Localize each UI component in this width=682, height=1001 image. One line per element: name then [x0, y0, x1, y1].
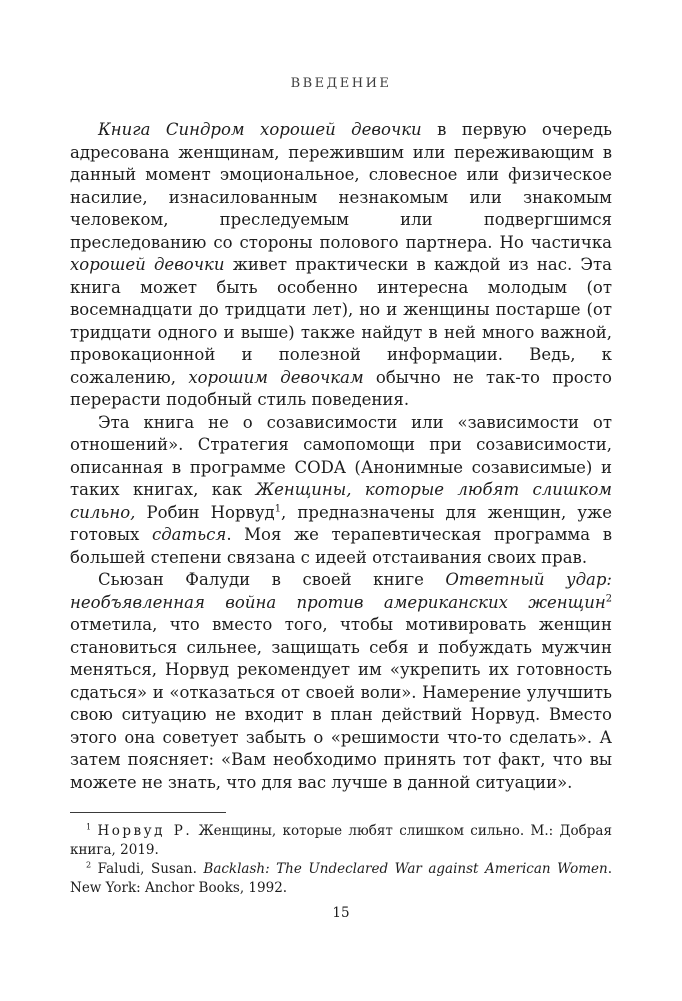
text-run: обычно не так-то просто перерасти подобный стиль поведения.	[70, 367, 612, 409]
footnote-1	[70, 822, 612, 860]
footnote-ref: 1	[274, 503, 281, 514]
footnote-2	[70, 860, 612, 898]
text-run: сдаться	[151, 525, 227, 544]
text-run: Backlash: The Undeclared War against American Women	[203, 861, 608, 877]
running-header: ВВЕДЕНИЕ	[290, 76, 392, 91]
footnote-ref: 2	[605, 593, 612, 604]
text-run: . Моя же терапевтическая программа в большей степени связана с идеей отстаивания своих прав.	[70, 525, 612, 567]
page-number: 15	[332, 905, 350, 921]
text-run: хорошей девочки	[70, 255, 225, 274]
text-run: Ответный удар: необъявленная война против американских женщин	[70, 570, 612, 612]
body-text	[70, 119, 612, 794]
paragraph-1	[70, 119, 612, 412]
text-run: Книга Синдром хорошей девочки	[98, 120, 422, 139]
text-run: Женщины, которые любят слишком сильно,	[70, 480, 612, 522]
paragraph-2	[70, 412, 612, 570]
text-run: . New York: Anchor Books, 1992.	[70, 861, 612, 896]
text-run: Женщины, которые любят слишком сильно. М.: Добрая книга, 2019.	[70, 823, 612, 858]
footnotes	[70, 822, 612, 898]
text-run: живет практически в каждой из нас. Эта книга может быть особенно интересна молодым (от восемнадцати до тридцати лет), но и женщины постарше (от тридцати одного и выше) также найдут в ней много важной, провокационной и полезной информации. Ведь, к сожалению,	[70, 255, 612, 387]
text-run: Норвуд Р.	[97, 823, 193, 839]
text-run: отметила, что вместо того, чтобы мотивировать женщин становиться сильнее, защищать себя и побуждать мужчин меняться, Норвуд рекомендует им «укрепить их готовность сдаться» и «отказаться от своей воли». Намерение улучшить свою ситуацию не входит в план действий Норвуд. Вместо этого она советует забыть о «решимости что-то сделать». А затем поясняет: «Вам необходимо принять тот факт, что вы можете не знать, что для вас лучше в данной ситуации».	[70, 615, 612, 792]
paragraph-3	[70, 569, 612, 794]
text-run: Faludi, Susan.	[91, 861, 204, 877]
text-run: хорошим девочкам	[188, 367, 364, 387]
text-run: Робин Норвуд	[135, 502, 275, 522]
text-run: в первую очередь адресована женщинам, пережившим или переживающим в данный момент эмоциональное, словесное или физическое насилие, изнасилованным незнакомым или знакомым человеком, преследуемым или подвергшимся преследованию со стороны полового партнера. Но частичка	[70, 120, 612, 252]
footnote-ref: 2	[86, 859, 92, 870]
text-run: Сьюзан Фалуди в своей книге	[98, 570, 446, 589]
footnote-ref: 1	[86, 821, 92, 832]
text-run: , предназначены для женщин, уже готовых	[70, 502, 612, 544]
text-run: Эта книга не о созависимости или «зависимости от отношений». Стратегия самопомощи при созависимости, описанная в программе CODA (Анонимные созависимые) и таких книгах, как	[70, 412, 612, 499]
footnote-separator	[70, 812, 226, 813]
